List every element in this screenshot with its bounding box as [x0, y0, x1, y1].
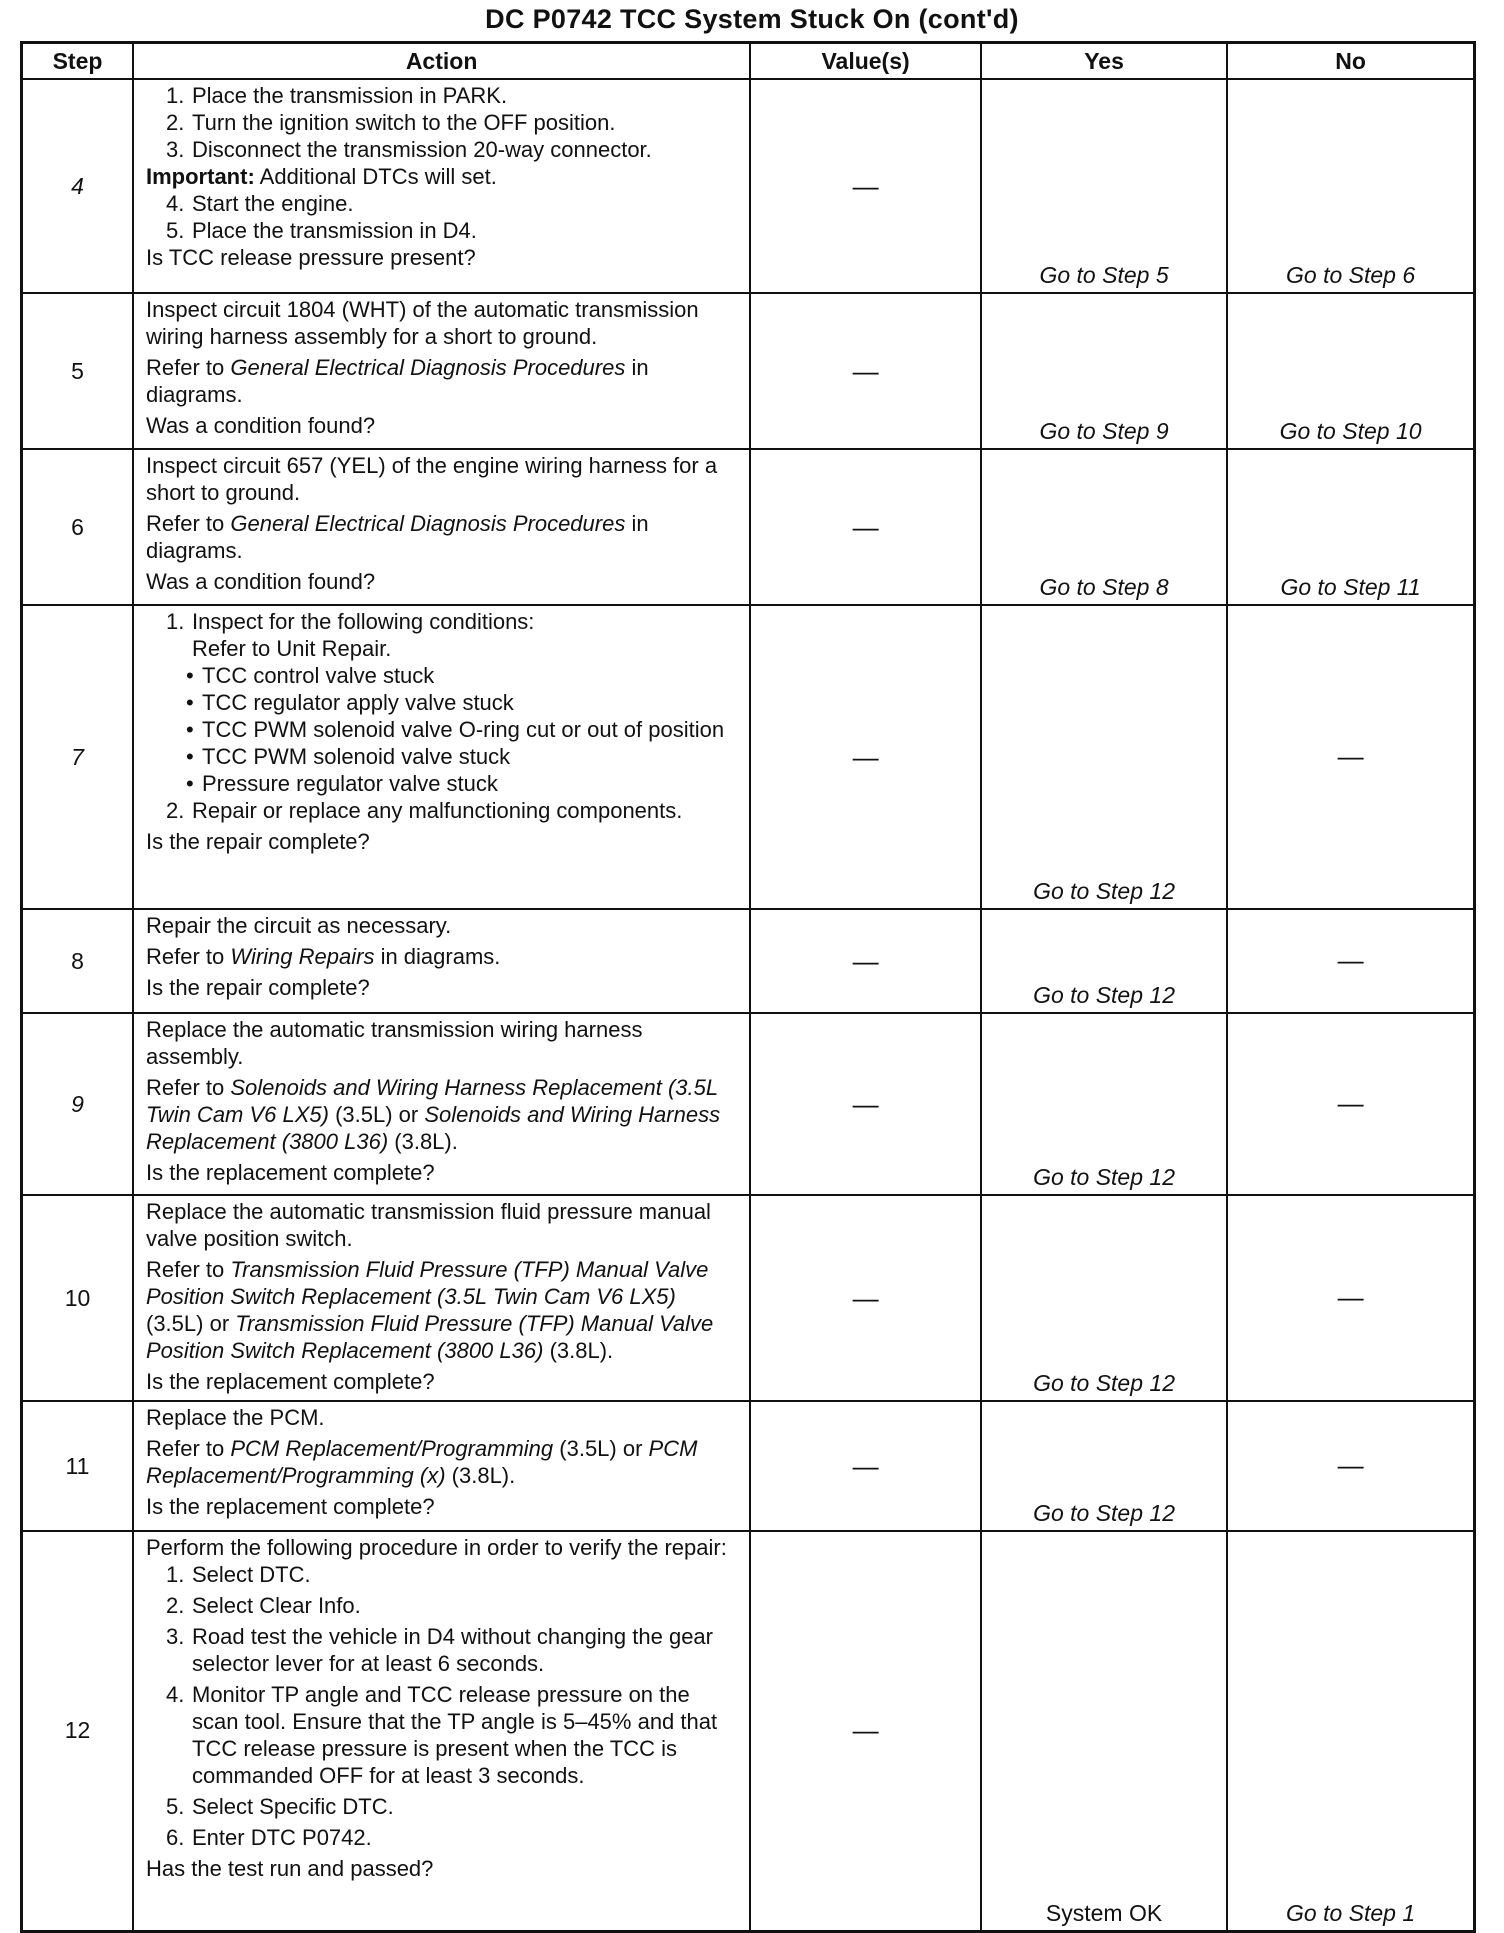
header-action: Action [133, 43, 750, 80]
ref-link: Solenoids and Wiring Harness Replacement (3.5L Twin Cam V6 LX5) [146, 1075, 718, 1127]
ref-prefix: Refer to [146, 1257, 231, 1282]
table-row [22, 1401, 1475, 1531]
bullet-item: TCC PWM solenoid valve stuck [202, 744, 511, 769]
yes-cell: Go to Step 12 [981, 605, 1227, 909]
ref-suffix: (3.8L). [388, 1129, 458, 1154]
ref-suffix: (3.8L). [543, 1338, 614, 1363]
ref-prefix: Refer to [146, 1436, 231, 1461]
ref-prefix: Refer to [146, 511, 231, 536]
bullet-item: Pressure regulator valve stuck [202, 771, 498, 796]
bullet-item: TCC PWM solenoid valve O-ring cut or out of position [202, 717, 725, 742]
value-cell: — [750, 1401, 981, 1531]
yes-cell: Go to Step 5 [981, 79, 1227, 293]
table-row [22, 1013, 1475, 1195]
table-row [22, 909, 1475, 1013]
yes-cell: Go to Step 12 [981, 1401, 1227, 1531]
ref-prefix: Refer to [146, 1075, 231, 1100]
value-cell: — [750, 1531, 981, 1931]
value-cell: — [750, 1013, 981, 1195]
value-cell: — [750, 79, 981, 293]
no-cell: — [1227, 605, 1474, 909]
action-question: Is TCC release pressure present? [146, 245, 476, 270]
no-cell: — [1227, 1401, 1474, 1531]
action-cell: 1. Inspect for the following conditions: Refer to Unit Repair. • TCC control valve stuck • TCC regulator apply valve stuck • TCC PWM solenoid valve O-ring cut or out of position • TCC PWM solenoid valve stuck • Pressure regulator valve stuck 2. Repair or replace any malfunctioning components. Is the repair complete? [133, 605, 750, 909]
action-cell [133, 293, 750, 449]
header-step: Step [22, 43, 134, 80]
action-item: Monitor TP angle and TCC release pressure on the scan tool. Ensure that the TP angle is 5–45% and that TCC release pressure is present when the TCC is commanded OFF for at least 3 seconds. [192, 1682, 718, 1788]
yes-cell: Go to Step 12 [981, 909, 1227, 1013]
action-cell: Perform the following procedure in order to verify the repair: 1. Select DTC. 2. Select Clear Info. 3. Road test the vehicle in D4 without changing the gear selector lever for at least 6 seconds. 4. Monitor TP angle and TCC release pressure on the scan tool. Ensure that the TP angle is 5–45% and that TCC release pressure is present when the TCC is commanded OFF for at least 3 seconds. 5. Select Specific DTC. 6. Enter DTC P0742. Has the test run and passed? [133, 1531, 750, 1931]
table-row [22, 1195, 1475, 1401]
step-number: 6 [22, 449, 134, 605]
table-row [22, 79, 1475, 293]
step-number: 7 [22, 605, 134, 909]
ref-suffix: in diagrams. [374, 944, 501, 969]
table-row [22, 1531, 1475, 1931]
yes-cell: Go to Step 8 [981, 449, 1227, 605]
diagnostic-table [20, 41, 1476, 1933]
action-item: Disconnect the transmission 20-way connector. [192, 137, 652, 162]
bullet-item: TCC control valve stuck [202, 663, 435, 688]
action-question: Is the repair complete? [146, 829, 370, 854]
no-cell: — [1227, 1013, 1474, 1195]
step-number: 4 [22, 79, 134, 293]
value-cell: — [750, 449, 981, 605]
action-cell [133, 1013, 750, 1195]
ref-link: Solenoids and Wiring Harness Replacement (3800 L36) [146, 1102, 721, 1154]
action-item: Select DTC. [192, 1562, 311, 1587]
action-subtext: Refer to Unit Repair. [192, 636, 392, 661]
header-no: No [1227, 43, 1474, 80]
action-cell: 1. Place the transmission in PARK. 2. Turn the ignition switch to the OFF position. 3. Disconnect the transmission 20-way connector. Important: Additional DTCs will set. 4. Start the engine. 5. Place the transmission in D4. Is TCC release pressure present? [133, 79, 750, 293]
step-number: 10 [22, 1195, 134, 1401]
ref-suffix: in diagrams. [146, 511, 649, 563]
ref-suffix: (3.8L). [445, 1463, 516, 1488]
action-item: Select Clear Info. [192, 1593, 361, 1618]
no-cell: — [1227, 1195, 1474, 1401]
header-yes: Yes [981, 43, 1227, 80]
no-cell: — [1227, 909, 1474, 1013]
yes-cell: Go to Step 12 [981, 1195, 1227, 1401]
no-cell: Go to Step 6 [1227, 79, 1474, 293]
no-cell: Go to Step 10 [1227, 293, 1474, 449]
step-number: 5 [22, 293, 134, 449]
ref-link: PCM Replacement/Programming [230, 1436, 554, 1461]
action-cell [133, 1401, 750, 1531]
action-text: Inspect circuit 1804 (WHT) of the automatic transmission wiring harness assembly for a short to ground. [146, 297, 699, 349]
important-text: Additional DTCs will set. [254, 164, 497, 189]
value-cell: — [750, 909, 981, 1013]
ref-link: Transmission Fluid Pressure (TFP) Manual Valve Position Switch Replacement (3.5L Twin Cam V6 LX5) [146, 1257, 709, 1309]
action-item: Place the transmission in D4. [192, 218, 477, 243]
action-text: Inspect circuit 657 (YEL) of the engine wiring harness for a short to ground. [146, 453, 718, 505]
ref-link: General Electrical Diagnosis Procedures [230, 511, 626, 536]
no-cell: Go to Step 11 [1227, 449, 1474, 605]
bullet-item: TCC regulator apply valve stuck [202, 690, 514, 715]
action-item: Repair or replace any malfunctioning components. [192, 798, 683, 823]
no-cell: Go to Step 1 [1227, 1531, 1474, 1931]
page-title: DC P0742 TCC System Stuck On (cont'd) [485, 4, 1019, 34]
action-question: Has the test run and passed? [146, 1856, 434, 1881]
action-question: Is the repair complete? [146, 975, 370, 1000]
value-cell: — [750, 605, 981, 909]
ref-middle: (3.5L) or [553, 1436, 649, 1461]
yes-cell: Go to Step 9 [981, 293, 1227, 449]
action-item: Start the engine. [192, 191, 354, 216]
action-item: Select Specific DTC. [192, 1794, 394, 1819]
action-question: Is the replacement complete? [146, 1160, 435, 1185]
table-row [22, 605, 1475, 909]
table-row [22, 449, 1475, 605]
yes-cell: Go to Step 12 [981, 1013, 1227, 1195]
action-text: Replace the automatic transmission fluid pressure manual valve position switch. [146, 1199, 711, 1251]
action-question: Was a condition found? [146, 569, 376, 594]
action-cell [133, 1195, 750, 1401]
action-text: Replace the automatic transmission wiring harness assembly. [146, 1017, 643, 1069]
step-number: 8 [22, 909, 134, 1013]
action-item: Place the transmission in PARK. [192, 83, 508, 108]
header-row [22, 43, 1475, 80]
action-text: Perform the following procedure in order to verify the repair: [146, 1535, 727, 1560]
ref-link: Wiring Repairs [230, 944, 375, 969]
ref-link: Transmission Fluid Pressure (TFP) Manual Valve Position Switch Replacement (3800 L36) [146, 1311, 714, 1363]
ref-middle: (3.5L) or [328, 1102, 425, 1127]
ref-prefix: Refer to [146, 355, 231, 380]
action-question: Was a condition found? [146, 413, 376, 438]
ref-prefix: Refer to [146, 944, 231, 969]
value-cell: — [750, 1195, 981, 1401]
ref-middle: (3.5L) or [146, 1311, 236, 1336]
action-question: Is the replacement complete? [146, 1494, 435, 1519]
step-number: 11 [22, 1401, 134, 1531]
action-text: Repair the circuit as necessary. [146, 913, 452, 938]
ref-suffix: in diagrams. [146, 355, 649, 407]
step-number: 12 [22, 1531, 134, 1931]
action-question: Is the replacement complete? [146, 1369, 435, 1394]
action-item: Inspect for the following conditions: [192, 609, 535, 634]
action-cell [133, 909, 750, 1013]
ref-link: General Electrical Diagnosis Procedures [230, 355, 626, 380]
action-cell [133, 449, 750, 605]
yes-cell: System OK [981, 1531, 1227, 1931]
step-number: 9 [22, 1013, 134, 1195]
important-label: Important: [146, 164, 255, 189]
value-cell: — [750, 293, 981, 449]
action-item: Road test the vehicle in D4 without changing the gear selector lever for at least 6 seconds. [192, 1624, 713, 1676]
table-row [22, 293, 1475, 449]
header-values: Value(s) [750, 43, 981, 80]
action-item: Turn the ignition switch to the OFF position. [192, 110, 616, 135]
action-text: Replace the PCM. [146, 1405, 325, 1430]
action-item: Enter DTC P0742. [192, 1825, 372, 1850]
ref-link: PCM Replacement/Programming (x) [146, 1436, 698, 1488]
